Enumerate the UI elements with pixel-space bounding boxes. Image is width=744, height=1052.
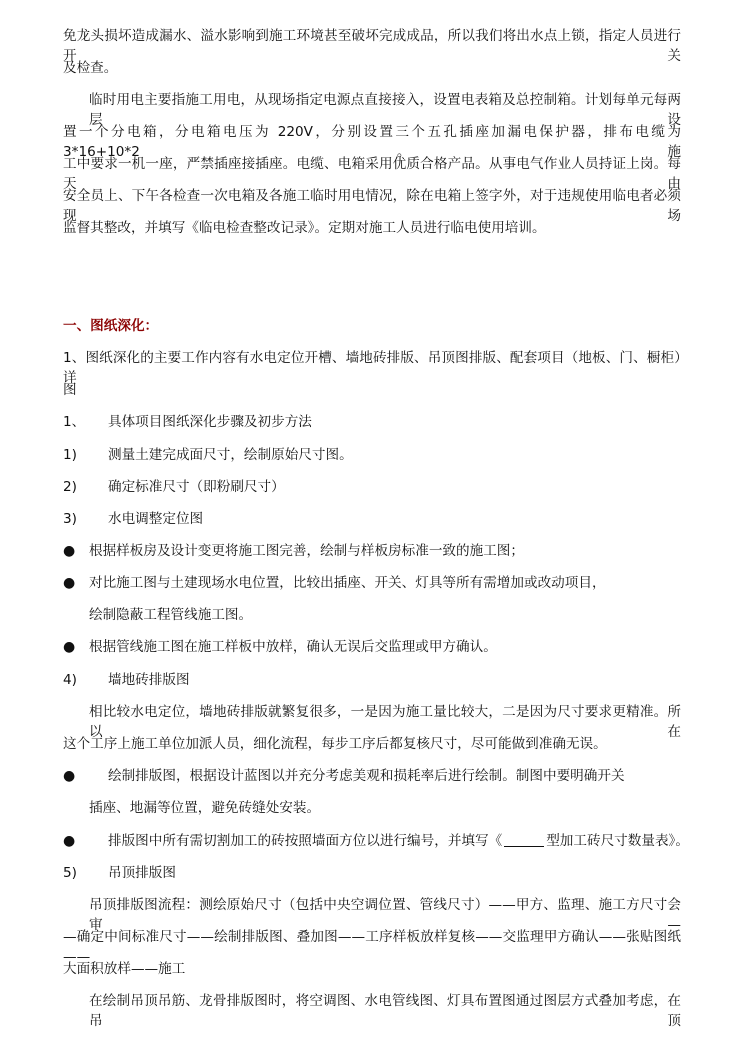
bullet-text: 插座、地漏等位置，避免砖缝处安装。: [89, 800, 321, 816]
step-heading: [63, 412, 681, 432]
list-text: 墙地砖排版图: [108, 672, 190, 688]
list-item: [63, 509, 681, 529]
paragraph-line: 相比较水电定位，墙地砖排版就繁复很多，一是因为施工量比较大，二是因为尺寸要求更精准。所以在: [89, 704, 681, 740]
paragraph-line: 临时用电主要指施工用电，从现场指定电源点直接接入，设置电表箱及总控制箱。计划每单元每两层设: [89, 92, 681, 128]
list-number: 1): [63, 447, 77, 463]
bullet-item: [63, 637, 681, 657]
list-number: 1、: [63, 414, 86, 430]
paragraph-line: 这个工序上施工单位加派人员，细化流程，每步工序后都复核尺寸，尽可能做到准确无误。: [63, 736, 607, 752]
list-text: 吊顶排版图: [108, 865, 176, 881]
paragraph-line: 在绘制吊顶吊筋、龙骨排版图时，将空调图、水电管线图、灯具布置图通过图层方式叠加考虑，在吊顶: [89, 993, 681, 1029]
paragraph-line: 置一个分电箱，分电箱电压为 220V，分别设置三个五孔插座加漏电保护器，排布电缆为 3*16+10*2。施: [63, 124, 681, 160]
bullet-item: [63, 541, 681, 561]
bullet-text: 根据样板房及设计变更将施工图完善，绘制与样板房标准一致的施工图；: [89, 543, 524, 559]
list-item: [63, 670, 681, 690]
paragraph-line: 吊顶排版图流程：测绘原始尺寸（包括中央空调位置、管线尺寸）——甲方、监理、施工方尺寸会审—: [89, 897, 681, 933]
list-item: [63, 445, 681, 465]
paragraph-line: 大面积放样——施工: [63, 961, 186, 977]
fill-blank: [504, 832, 544, 847]
paragraph-line: —确定中间标准尺寸——绘制排版图、叠加图——工序样板放样复核——交监理甲方确认——张贴图纸——: [63, 929, 681, 965]
bullet-continuation: [63, 798, 681, 818]
bullet-icon: ●: [63, 768, 76, 784]
bullet-icon: ●: [63, 833, 76, 849]
bullet-text: 绘制排版图，根据设计蓝图以并充分考虑美观和损耗率后进行绘制。制图中要明确开关: [108, 768, 625, 784]
list-item: [63, 863, 681, 883]
paragraph-line: 工中要求一机一座，严禁插座接插座。电缆、电箱采用优质合格产品。从事电气作业人员持证上岗。每天由: [63, 156, 681, 192]
bullet-continuation: [63, 605, 681, 625]
bullet-text-part: 排版图中所有需切割加工的砖按照墙面方位以进行编号，并填写《: [108, 833, 503, 849]
list-number: 2): [63, 479, 77, 495]
bullet-item: [63, 766, 681, 786]
bullet-icon: ●: [63, 543, 76, 559]
list-number: 4): [63, 672, 77, 688]
bullet-text: 绘制隐蔽工程管线施工图。: [89, 607, 253, 623]
bullet-item: [63, 831, 689, 851]
list-text: 水电调整定位图: [108, 511, 204, 527]
section-heading: 一、图纸深化：: [63, 318, 159, 334]
paragraph-line: 安全员上、下午各检查一次电箱及各施工临时用电情况，除在电箱上签字外，对于违规使用临电者必须现场: [63, 188, 681, 224]
list-number: 5): [63, 865, 77, 881]
bullet-text: [108, 831, 689, 851]
paragraph-line: 图: [63, 382, 77, 398]
bullet-text: 根据管线施工图在施工样板中放样，确认无误后交监理或甲方确认。: [89, 639, 497, 655]
bullet-item: [63, 573, 681, 593]
paragraph-line: 1、图纸深化的主要工作内容有水电定位开槽、墙地砖排版、吊顶图排版、配套项目（地板、门、橱柜）详: [63, 350, 681, 386]
bullet-text-part: 型加工砖尺寸数量表》。: [546, 833, 689, 849]
paragraph-line: 及检查。: [63, 60, 118, 76]
list-text: 测量土建完成面尺寸，绘制原始尺寸图。: [108, 447, 353, 463]
bullet-text: 对比施工图与土建现场水电位置，比较出插座、开关、灯具等所有需增加或改动项目，: [89, 575, 606, 591]
list-number: 3): [63, 511, 77, 527]
list-item: [63, 477, 681, 497]
paragraph-line: 免龙头损坏造成漏水、溢水影响到施工环境甚至破坏完成成品，所以我们将出水点上锁，指定人员进行开关: [63, 28, 681, 64]
bullet-icon: ●: [63, 639, 76, 655]
paragraph-line: 监督其整改，并填写《临电检查整改记录》。定期对施工人员进行临电使用培训。: [63, 220, 546, 236]
bullet-icon: ●: [63, 575, 76, 591]
list-text: 具体项目图纸深化步骤及初步方法: [108, 414, 312, 430]
list-text: 确定标准尺寸（即粉刷尺寸）: [108, 479, 285, 495]
